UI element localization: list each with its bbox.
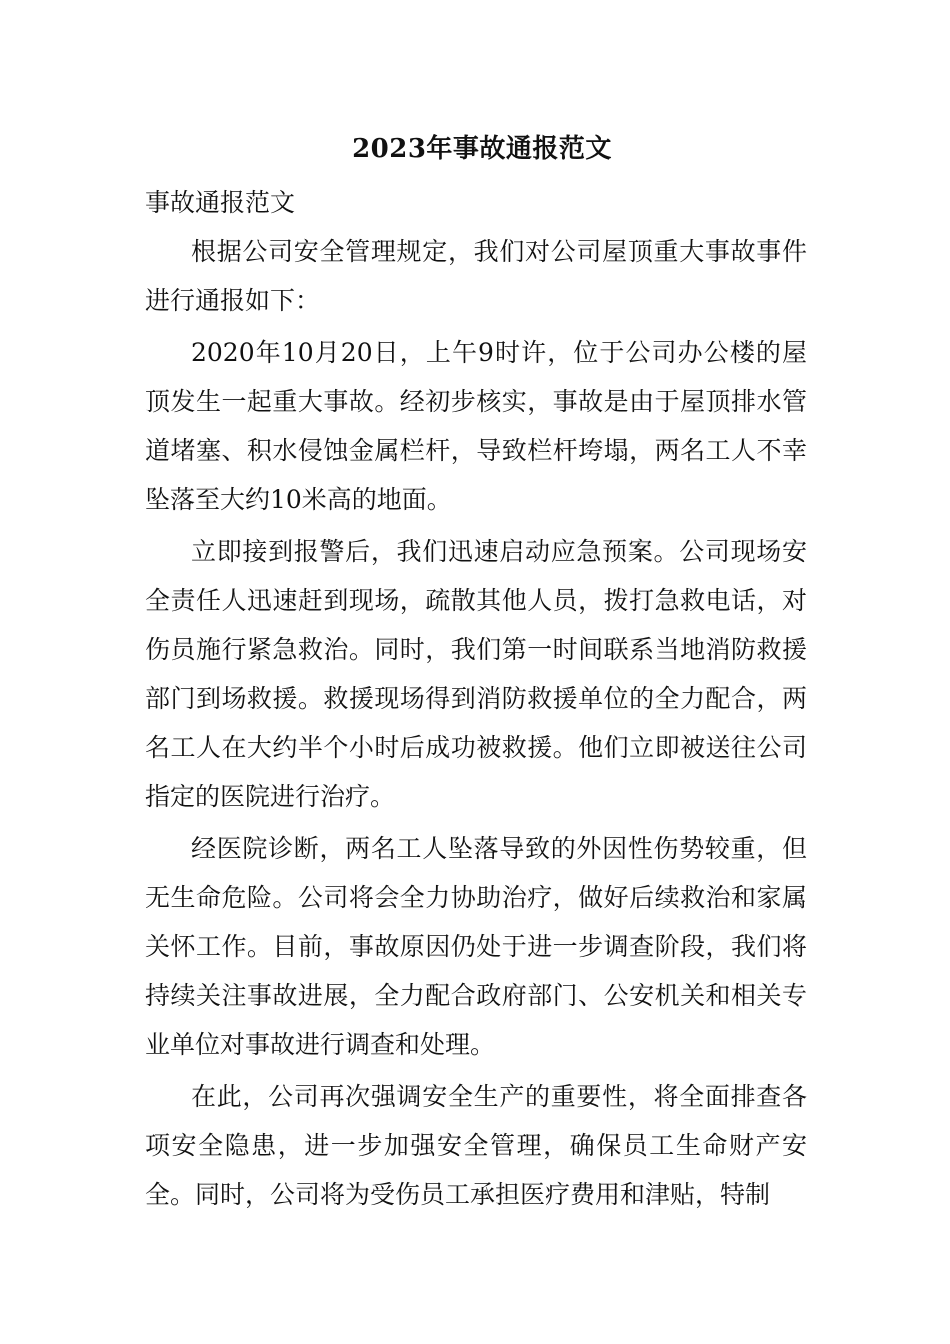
- paragraph-conclusion: 在此，公司再次强调安全生产的重要性，将全面排查各项安全隐患，进一步加强安全管理，确保员工生命财产安全。同时，公司将为受伤员工承担医疗费用和津贴，特制: [145, 1082, 807, 1209]
- document-subtitle: 事故通报范文: [145, 188, 296, 217]
- paragraph-intro: 根据公司安全管理规定，我们对公司屋顶重大事故事件进行通报如下：: [145, 237, 807, 315]
- paragraph-diagnosis: 经医院诊断，两名工人坠落导致的外因性伤势较重，但无生命危险。公司将会全力协助治疗，做好后续救治和家属关怀工作。目前，事故原因仍处于进一步调查阶段，我们将持续关注事故进展，全力配合政府部门、公安机关和相关专业单位对事故进行调查和处理。: [145, 834, 807, 1059]
- paragraph-incident: 2020年10月20日，上午9时许，位于公司办公楼的屋顶发生一起重大事故。经初步核实，事故是由于屋顶排水管道堵塞、积水侵蚀金属栏杆，导致栏杆垮塌，两名工人不幸坠落至大约10米高的地面。: [145, 338, 807, 514]
- paragraph-response: 立即接到报警后，我们迅速启动应急预案。公司现场安全责任人迅速赶到现场，疏散其他人员，拨打急救电话，对伤员施行紧急救治。同时，我们第一时间联系当地消防救援部门到场救援。救援现场得到消防救援单位的全力配合，两名工人在大约半个小时后成功被救援。他们立即被送往公司指定的医院进行治疗。: [145, 537, 807, 811]
- document-title: 2023年事故通报范文: [352, 134, 612, 164]
- document-page: [145, 128, 807, 1219]
